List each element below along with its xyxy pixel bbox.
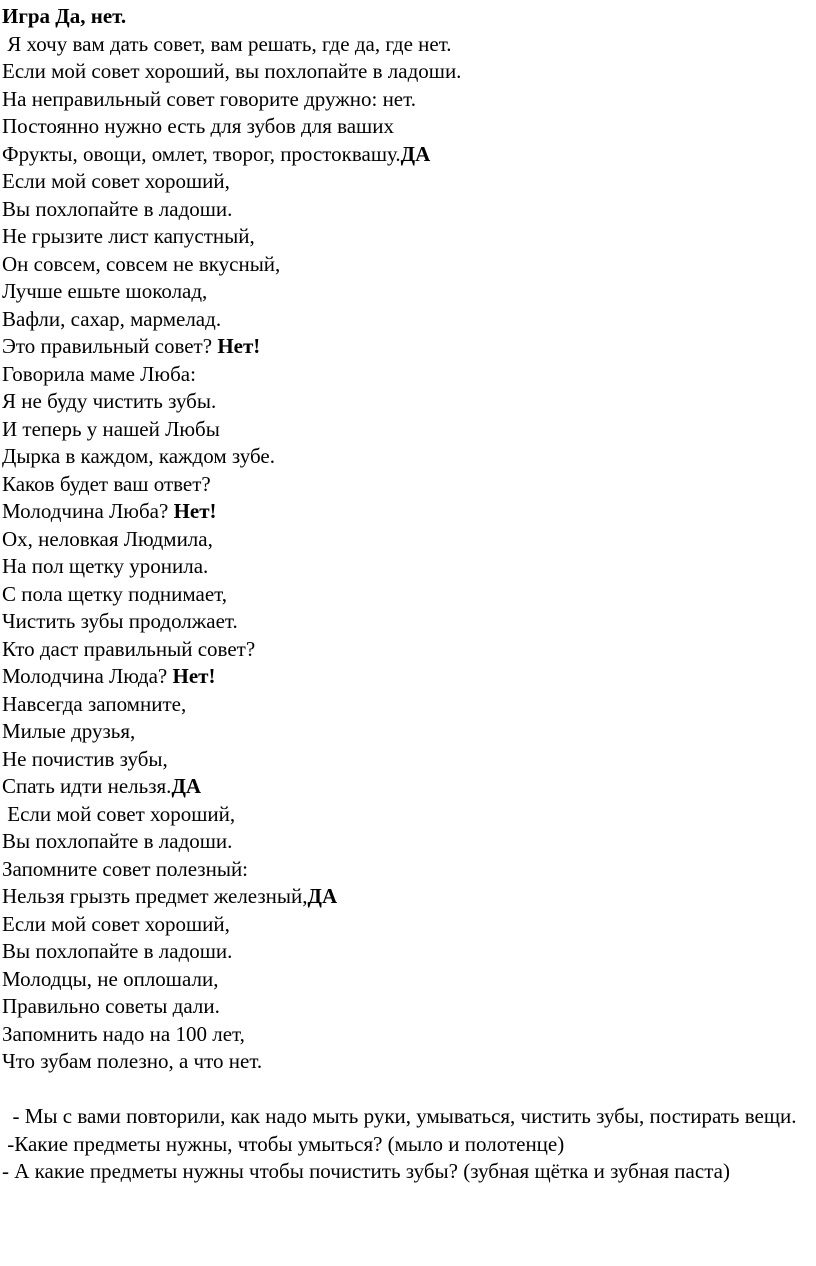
poem-line: Фрукты, овощи, омлет, творог, простоквашу.ДА: [2, 141, 431, 166]
blank-line: [2, 1076, 808, 1104]
poem-line: Если мой совет хороший,: [2, 801, 236, 826]
poem-line: На пол щетку уронила.: [2, 554, 209, 578]
poem-line: Если мой совет хороший,: [2, 169, 230, 193]
poem-line: Если мой совет хороший, вы похлопайте в ладоши.: [2, 59, 462, 83]
poem-line: Спать идти нельзя.ДА: [2, 774, 202, 798]
answer-net: Нет!: [217, 334, 261, 358]
paragraph: - Мы с вами повторили, как надо мыть руки, умываться, чистить зубы, постирать вещи.: [2, 1104, 797, 1128]
answer-da: ДА: [307, 884, 338, 908]
poem-line: Запомните совет полезный:: [2, 856, 249, 881]
poem-line: Молодчина Люда? Нет!: [2, 664, 216, 688]
poem-line: Вафли, сахар, мармелад.: [2, 306, 222, 331]
poem-line: Не грызите лист капустный,: [2, 224, 255, 248]
poem-line: Ох, неловкая Людмила,: [2, 526, 213, 551]
poem-line: Кто даст правильный совет?: [2, 636, 256, 661]
title-text: Игра Да, нет.: [2, 4, 127, 28]
poem-line: Правильно советы дали.: [2, 994, 220, 1018]
document-title: [2, 3, 808, 31]
poem-line: Если мой совет хороший,: [2, 911, 230, 936]
document-page: [2, 3, 808, 1186]
poem-line: Что зубам полезно, а что нет.: [2, 1049, 263, 1073]
poem-line: Вы похлопайте в ладоши.: [2, 196, 233, 221]
poem-line: На неправильный совет говорите дружно: нет.: [2, 86, 416, 111]
poem-line: Молодчина Люба? Нет!: [2, 499, 217, 523]
poem-line: Дырка в каждом, каждом зубе.: [2, 444, 275, 468]
poem-line: Навсегда запомните,: [2, 691, 187, 716]
poem-line: Не почистив зубы,: [2, 746, 168, 771]
poem-line: Милые друзья,: [2, 719, 136, 743]
answer-da: ДА: [171, 774, 202, 798]
poem-line: Это правильный совет? Нет!: [2, 334, 261, 358]
poem-line: Вы похлопайте в ладоши.: [2, 939, 233, 963]
poem-line: Запомнить надо на 100 лет,: [2, 1021, 245, 1046]
poem-line: Лучше ешьте шоколад,: [2, 279, 208, 303]
poem-line: Чистить зубы продолжает.: [2, 609, 238, 633]
poem-line: Я не буду чистить зубы.: [2, 389, 217, 413]
poem-line: Нельзя грызть предмет железный,ДА: [2, 884, 338, 908]
poem-line: Молодцы, не оплошали,: [2, 966, 219, 991]
poem-line: Вы похлопайте в ладоши.: [2, 829, 233, 853]
poem-line: И теперь у нашей Любы: [2, 416, 220, 441]
poem-line: Каков будет ваш ответ?: [2, 471, 211, 496]
poem-line: С пола щетку поднимает,: [2, 581, 228, 606]
poem-line: Постоянно нужно есть для зубов для ваших: [2, 114, 394, 138]
paragraph: - А какие предметы нужны чтобы почистить зубы? (зубная щётка и зубная паста): [2, 1159, 730, 1183]
answer-net: Нет!: [173, 499, 217, 523]
paragraph: -Какие предметы нужны, чтобы умыться? (мыло и полотенце): [2, 1131, 565, 1156]
poem-line: Говорила маме Люба:: [2, 361, 196, 386]
answer-da: ДА: [400, 141, 431, 166]
answer-net: Нет!: [172, 664, 216, 688]
poem-line: Он совсем, совсем не вкусный,: [2, 251, 281, 276]
poem-line: Я хочу вам дать совет, вам решать, где да, где нет.: [2, 31, 452, 56]
